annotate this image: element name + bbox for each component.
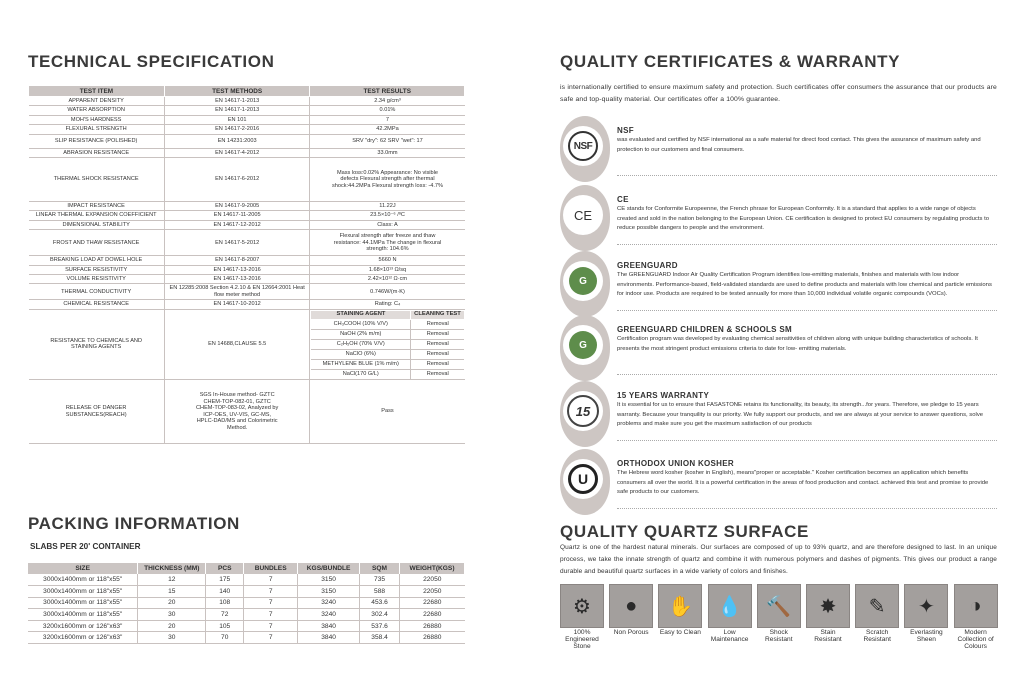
packing-cell: 140 <box>206 586 244 598</box>
staining-agent-row <box>311 359 464 369</box>
spec-result: 2.42×10¹² Ω·cm <box>310 275 465 284</box>
packing-cell: 7 <box>244 586 298 598</box>
packing-cell: 3200x1600mm or 126"x63" <box>28 620 138 632</box>
packing-cell: 3240 <box>298 609 360 621</box>
staining-agent-row <box>311 339 464 349</box>
packing-cell: 3000x1400mm or 118"x55" <box>28 574 138 586</box>
spec-item: FLEXURAL STRENGTH <box>29 125 165 134</box>
spec-item: APPARENT DENSITY <box>29 97 165 106</box>
feature-glyph: ✸ <box>819 595 837 618</box>
staining-subtable-cell <box>310 309 465 380</box>
spec-method: EN 12285:2008 Section 4.2.10 & EN 12664:2001 Heat flow meter method <box>164 284 310 300</box>
certificate-name: 15 YEARS WARRANTY <box>617 391 710 400</box>
staining-agent-row <box>311 319 464 329</box>
scratch-icon <box>855 584 899 628</box>
certificate-name: ORTHODOX UNION KOSHER <box>617 459 734 468</box>
feature-label: 100% Engineered Stone <box>565 629 599 651</box>
packing-cell: 3840 <box>298 632 360 644</box>
spec-item: THERMAL SHOCK RESISTANCE <box>29 158 165 202</box>
spec-item: WATER ABSORPTION <box>29 106 165 115</box>
feature-label: Modern Collection of Colours <box>957 629 994 651</box>
packing-row <box>28 632 465 644</box>
feature-glyph: 💧 <box>717 595 743 618</box>
cleaning-result: Removal <box>411 349 464 359</box>
packing-cell: 30 <box>138 609 206 621</box>
cleaning-result: Removal <box>411 339 464 349</box>
feature-label: Stain Resistant <box>814 629 842 644</box>
packing-header: SIZE <box>28 563 138 574</box>
certificate-description: Certification program was developed by evaluating chemical sensitivities of children along with unique building characteristics of schools. It presents the most stringent product emissions criteria to date for low- emitting materials. <box>617 336 978 352</box>
staining-table <box>310 310 464 380</box>
spec-item: DIMENSIONAL STABILITY <box>29 220 165 229</box>
feature-glyph: ◑ <box>969 594 982 617</box>
packing-cell: 26880 <box>400 620 465 632</box>
spec-item: ABRASION RESISTANCE <box>29 148 165 157</box>
certificate-description: The GREENGUARD Indoor Air Quality Certification Program identifies low-emitting materials, finishes and materials with low indoor environments. Performance-based, field-validated standards are used to define products and materials with low chemical and particle emissions for indoor use. Products are required to be tested annually for more than 10,000 individual volatile organic compounds (VOCs). <box>617 272 992 298</box>
packing-cell: 7 <box>244 574 298 586</box>
spec-result: Mass loss:0.02% Appearance: No visible defects Flexural strength after thermal shock:44.2MPa Flexural strength loss: -4.7% <box>310 158 465 202</box>
header-cleaning-test: CLEANING TEST <box>411 310 464 319</box>
feature-glyph: 🔨 <box>766 595 792 618</box>
spec-item: LINEAR THERMAL EXPANSION COEFFICIENT <box>29 211 165 220</box>
spec-result: 5660 N <box>310 256 465 265</box>
packing-cell: 3000x1400mm or 118"x55" <box>28 597 138 609</box>
feature-glyph: ✋ <box>667 595 693 618</box>
feature-item <box>904 584 948 643</box>
cleaning-result: Removal <box>411 359 464 369</box>
feature-glyph: ● <box>625 594 638 617</box>
cleaning-result: Removal <box>411 319 464 329</box>
certificate-name: NSF <box>617 126 634 135</box>
certificate-item <box>560 251 997 317</box>
greenguard-icon: G <box>569 267 597 295</box>
feature-label: Easy to Clean <box>659 629 701 636</box>
certificates-title: QUALITY CERTIFICATES & WARRANTY <box>560 52 901 71</box>
packing-table <box>28 563 465 644</box>
spec-result: 11.22J <box>310 202 465 211</box>
certificate-item <box>560 449 997 515</box>
divider <box>617 374 997 375</box>
spec-row <box>29 220 465 229</box>
packing-header: BUNDLES <box>244 563 298 574</box>
feature-item <box>609 584 653 636</box>
packing-header: PCS <box>206 563 244 574</box>
packing-cell: 108 <box>206 597 244 609</box>
packing-cell: 358.4 <box>360 632 400 644</box>
danger-item: RELEASE OF DANGER SUBSTANCES(REACH) <box>29 380 165 444</box>
staining-agent-row <box>311 329 464 339</box>
spec-result: 0.01% <box>310 106 465 115</box>
kosher-icon: U <box>568 464 598 494</box>
packing-cell: 7 <box>244 620 298 632</box>
spec-row <box>29 106 465 115</box>
spec-item: SLIP RESISTANCE (POLISHED) <box>29 134 165 148</box>
packing-cell: 3000x1400mm or 118"x55" <box>28 586 138 598</box>
feature-label: Non Porous <box>613 629 649 636</box>
certificate-disc <box>563 391 603 431</box>
certificate-badge <box>560 116 610 182</box>
packing-cell: 22680 <box>400 609 465 621</box>
danger-method: SGS In-House method- GZTC CHEM-TOP-082-01, GZTC CHEM-TOP-083-02, Analyzed by ICP-OES, UV-VIS, GC-MS, HPLC-DAD/MS and Colorimetric Method. <box>164 380 310 444</box>
feature-label: Everlasting Sheen <box>910 629 943 644</box>
divider <box>617 440 997 441</box>
spec-method: EN 14617-12-2012 <box>164 220 310 229</box>
packing-cell: 3240 <box>298 597 360 609</box>
certificate-description: CE stands for Conformite Europeenne, the French phrase for European Conformity. It is a standard that applies to a wide range of objects created and sold in the nation belonging to the European Union. CE certification is designed to protect EU consumers by regulating products to reduce possible dangers to people and the environment. <box>617 206 989 232</box>
certificate-badge <box>560 315 610 381</box>
packing-cell: 3150 <box>298 574 360 586</box>
header-test-methods: TEST METHODS <box>164 86 310 97</box>
spec-method: EN 101 <box>164 115 310 124</box>
certificate-item <box>560 381 997 447</box>
packing-cell: 22050 <box>400 586 465 598</box>
divider <box>617 508 997 509</box>
staining-method: EN 14688,CLAUSE 5.5 <box>164 309 310 380</box>
hammer-icon <box>757 584 801 628</box>
certificate-item <box>560 315 997 381</box>
certificate-description: The Hebrew word kosher (kosher in English), means"proper or acceptable." Kosher certification becomes an application which benefits consumers all over the world. It is a powerful certification in the areas of food production and contact. achieved this test and promise to provide safe products to our customers. <box>617 470 989 496</box>
certificate-name: GREENGUARD CHILDREN & SCHOOLS SM <box>617 325 792 334</box>
certificate-disc <box>563 126 603 166</box>
packing-cell: 30 <box>138 632 206 644</box>
feature-item <box>658 584 702 636</box>
packing-cell: 7 <box>244 632 298 644</box>
certificate-badge <box>560 251 610 317</box>
certificate-disc <box>563 325 603 365</box>
drop-icon <box>708 584 752 628</box>
staining-agent: NaClO (6%) <box>311 349 411 359</box>
spec-method: EN 14617-9-2005 <box>164 202 310 211</box>
cleaning-result: Removal <box>411 329 464 339</box>
certificate-description: was evaluated and certified by NSF international as a safe material for direct food contact. This gives the assurance of maximum safety and protection to our customers and final consumers. <box>617 137 981 153</box>
spec-item: IMPACT RESISTANCE <box>29 202 165 211</box>
spec-row <box>29 125 465 134</box>
spec-row <box>29 158 465 202</box>
packing-header: THICKNESS (MM) <box>138 563 206 574</box>
feature-item <box>954 584 998 651</box>
spec-item: FROST AND THAW RESISTANCE <box>29 230 165 256</box>
spec-row <box>29 115 465 124</box>
spec-result: Class: A <box>310 220 465 229</box>
packing-cell: 537.6 <box>360 620 400 632</box>
technical-specification-section <box>28 52 465 444</box>
spec-method: EN 14617-11-2005 <box>164 211 310 220</box>
feature-item <box>757 584 801 643</box>
staining-agent-row <box>311 369 464 379</box>
spec-result: 7 <box>310 115 465 124</box>
packing-header: WEIGHT(KGS) <box>400 563 465 574</box>
staining-agent: NaOH (2% m/m) <box>311 329 411 339</box>
feature-label: Scratch Resistant <box>863 629 891 644</box>
packing-cell: 7 <box>244 609 298 621</box>
spec-item: SURFACE RESISTIVITY <box>29 265 165 274</box>
packing-cell: 3150 <box>298 586 360 598</box>
packing-cell: 3200x1600mm or 126"x63" <box>28 632 138 644</box>
warranty-15-icon: 15 <box>567 395 599 427</box>
danger-result: Pass <box>310 380 465 444</box>
spec-method: EN 14617-5-2012 <box>164 230 310 256</box>
packing-cell: 22050 <box>400 574 465 586</box>
feature-glyph: ✦ <box>918 595 935 618</box>
packing-cell: 3000x1400mm or 118"x55" <box>28 609 138 621</box>
packing-title: PACKING INFORMATION <box>28 514 240 533</box>
feature-item <box>708 584 752 643</box>
staining-agent: C₂H₅OH (70% V/V) <box>311 339 411 349</box>
spec-result: 23.5×10⁻⁶ /ºC <box>310 211 465 220</box>
packing-cell: 20 <box>138 620 206 632</box>
certificate-item <box>560 185 997 251</box>
spec-row <box>29 134 465 148</box>
spec-result: Rating: C₄ <box>310 300 465 309</box>
spec-result: 1.68×10¹³ Ω/sq <box>310 265 465 274</box>
feature-glyph: ✎ <box>868 595 886 618</box>
certificates-intro: is internationally certified to ensure maximum safety and protection. Such certificates offer consumers the assurance that our products are safe and top-quality material. Our certificates offer a 100% guarantee. <box>560 84 997 103</box>
packing-cell: 26880 <box>400 632 465 644</box>
spec-row <box>29 230 465 256</box>
packing-cell: 105 <box>206 620 244 632</box>
hand-icon <box>658 584 702 628</box>
spec-result: Flexural strength after freeze and thaw resistance: 44.1MPa The change in flexural strength: 104.6% <box>310 230 465 256</box>
certificate-item <box>560 116 997 182</box>
feature-label: Low Maintenance <box>710 629 749 644</box>
packing-cell: 588 <box>360 586 400 598</box>
spec-result: 42.2MPa <box>310 125 465 134</box>
spec-result: 0.746W/(m·K) <box>310 284 465 300</box>
packing-cell: 175 <box>206 574 244 586</box>
spec-method: EN 14617-13-2016 <box>164 265 310 274</box>
spec-result: SRV "dry": 62 SRV "wet": 17 <box>310 134 465 148</box>
spec-method: EN 14617-10-2012 <box>164 300 310 309</box>
tech-spec-table <box>28 85 465 444</box>
spec-row <box>29 275 465 284</box>
staining-agent: NaCl(170 G/L) <box>311 369 411 379</box>
spec-item: CHEMICAL RESISTANCE <box>29 300 165 309</box>
gears-icon <box>560 584 604 628</box>
spec-row <box>29 202 465 211</box>
danger-row <box>29 380 465 444</box>
packing-row <box>28 609 465 621</box>
certificate-badge <box>560 449 610 515</box>
divider <box>617 175 997 176</box>
spec-method: EN 14617-6-2012 <box>164 158 310 202</box>
spec-item: BREAKING LOAD AT DOWEL HOLE <box>29 256 165 265</box>
certificate-disc <box>563 459 603 499</box>
packing-cell: 70 <box>206 632 244 644</box>
spec-method: EN 14617-1-2013 <box>164 97 310 106</box>
packing-cell: 20 <box>138 597 206 609</box>
packing-cell: 7 <box>244 597 298 609</box>
staining-agent: CH₃COOH (10% V/V) <box>311 319 411 329</box>
spec-row <box>29 148 465 157</box>
packing-cell: 22680 <box>400 597 465 609</box>
certificate-description: It is essential for us to ensure that FASASTONE retains its functionality, its beauty, its strength...for years. Therefore, we pledge to 15 years warranty. Because your tranquility is our priority. We fully support our products, and we are always at your service to answer questions, solve problems and make sure you get the maximum satisfaction of our products <box>617 402 984 428</box>
spec-method: EN 14617-8-2007 <box>164 256 310 265</box>
packing-cell: 302.4 <box>360 609 400 621</box>
packing-row <box>28 620 465 632</box>
spec-row <box>29 284 465 300</box>
packing-header: SQM <box>360 563 400 574</box>
stain-icon <box>806 584 850 628</box>
spec-row <box>29 300 465 309</box>
divider <box>617 310 997 311</box>
packing-subtitle: SLABS PER 20' CONTAINER <box>30 542 141 551</box>
spec-method: EN 14617-2-2016 <box>164 125 310 134</box>
spec-method: EN 14617-4-2012 <box>164 148 310 157</box>
nsf-icon: NSF <box>568 131 598 161</box>
packing-row <box>28 574 465 586</box>
spec-method: EN 14617-13-2016 <box>164 275 310 284</box>
certificate-list <box>560 116 997 506</box>
tech-spec-title: TECHNICAL SPECIFICATION <box>28 52 275 71</box>
header-staining-agent: STAINING AGENT <box>311 310 411 319</box>
cleaning-result: Removal <box>426 371 449 378</box>
packing-cell: 12 <box>138 574 206 586</box>
stone-icon <box>609 584 653 628</box>
spec-body <box>29 97 465 444</box>
spec-item: VOLUME RESISTIVITY <box>29 275 165 284</box>
packing-row <box>28 586 465 598</box>
feature-item <box>855 584 899 643</box>
packing-cell: 72 <box>206 609 244 621</box>
feature-item <box>806 584 850 643</box>
packing-header: KGS/BUNDLE <box>298 563 360 574</box>
packing-cell: 15 <box>138 586 206 598</box>
certificate-name: GREENGUARD <box>617 261 678 270</box>
certificate-disc <box>563 195 603 235</box>
spec-row <box>29 211 465 220</box>
certificate-name: CE <box>617 195 629 204</box>
spec-result: 33.0mm <box>310 148 465 157</box>
feature-glyph: ⚙ <box>573 595 591 618</box>
divider <box>617 244 997 245</box>
spec-method: EN 14617-1-2013 <box>164 106 310 115</box>
packing-cell: 735 <box>360 574 400 586</box>
spec-row <box>29 97 465 106</box>
certificates-section <box>560 52 997 106</box>
staining-agent-row <box>311 349 464 359</box>
palette-icon <box>954 584 998 628</box>
spec-row <box>29 256 465 265</box>
greenguard-children-icon: G <box>569 331 597 359</box>
ce-icon: CE <box>573 207 593 223</box>
sheen-icon <box>904 584 948 628</box>
staining-item: RESISTANCE TO CHEMICALS AND STAINING AGENTS <box>29 309 165 380</box>
quartz-title: QUALITY QUARTZ SURFACE <box>560 522 810 541</box>
certificate-badge <box>560 185 610 251</box>
packing-cell: 453.6 <box>360 597 400 609</box>
spec-item: THERMAL CONDUCTIVITY <box>29 284 165 300</box>
spec-row <box>29 265 465 274</box>
certificate-disc <box>563 261 603 301</box>
header-test-results: TEST RESULTS <box>310 86 465 97</box>
spec-item: MOH'S HARDNESS <box>29 115 165 124</box>
staining-agent: METHYLENE BLUE (1% m/m) <box>311 359 411 369</box>
spec-result: 2.34 g/cm³ <box>310 97 465 106</box>
feature-label: Shock Resistant <box>765 629 793 644</box>
packing-row <box>28 597 465 609</box>
feature-item <box>560 584 604 651</box>
certificate-badge <box>560 381 610 447</box>
quartz-text: Quartz is one of the hardest natural minerals. Our surfaces are composed of up to 93% quartz, and are therefore designed to last. In an unique process, we take the innate strength of quartz and combine it with numerous polymers and dashes of pigments. This gives our product a range durable and beautiful quartz surfaces in a wide variety of colors and finishes. <box>560 544 997 575</box>
spec-method: EN 14231:2003 <box>164 134 310 148</box>
header-test-item: TEST ITEM <box>29 86 165 97</box>
packing-cell: 3840 <box>298 620 360 632</box>
